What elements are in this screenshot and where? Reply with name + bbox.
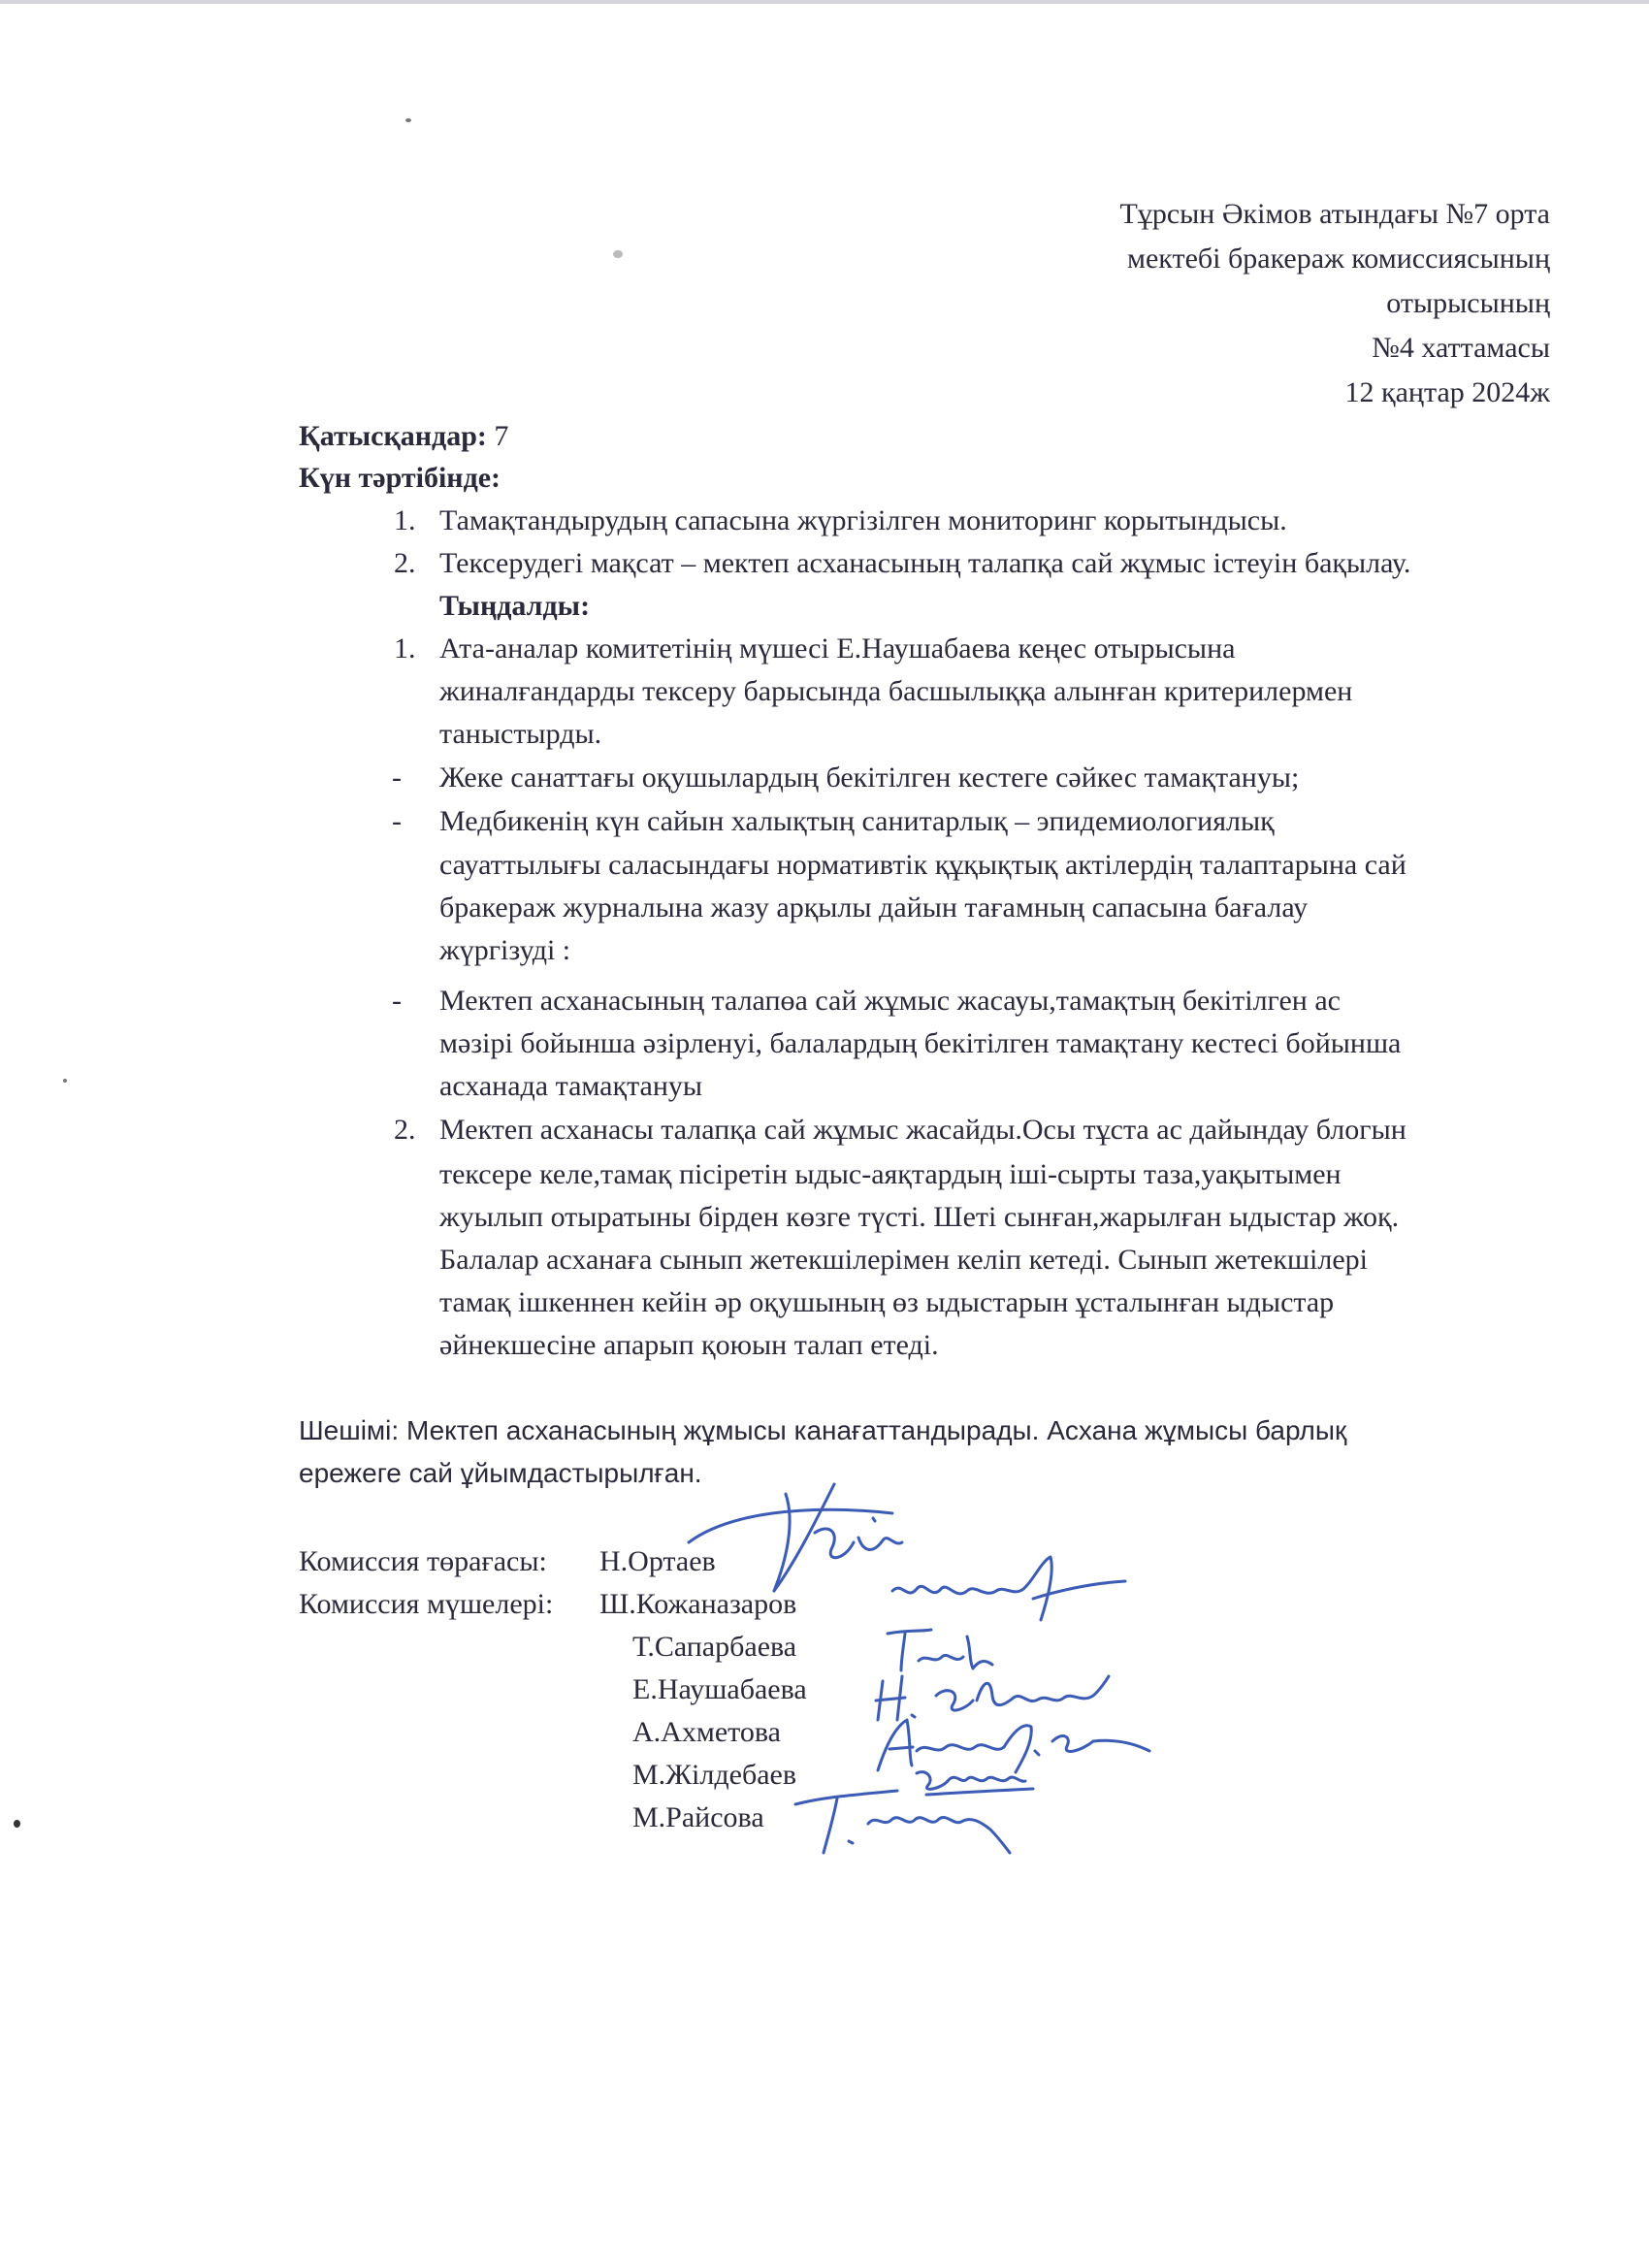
scan-speck	[63, 1079, 67, 1083]
header-date: 12 қаңтар 2024ж	[1344, 376, 1550, 408]
participants-line	[299, 415, 508, 458]
heard-item-number: 1.	[394, 632, 416, 664]
scan-speck	[405, 118, 411, 122]
members-label: Комиссия мүшелері:	[299, 1588, 554, 1620]
heard-item-line: тамақ ішкеннен кейін әр оқушының өз ыдыстарын ұсталынған ыдыстар	[439, 1286, 1335, 1318]
heard-item-line: жуылып отыратыны бірден көзге түсті. Шеті сынған,жарылған ыдыстар жоқ.	[439, 1201, 1400, 1233]
scan-speck	[14, 1820, 20, 1828]
bullet-line: сауаттылығы саласындағы нормативтік құқықтық актілердің талаптарына сай	[439, 849, 1406, 881]
agenda-label: Күн тәртібінде:	[299, 462, 501, 494]
member-name: М.Райсова	[632, 1801, 764, 1833]
heard-item-line: Мектеп асханасы талапқа сай жұмыс жасайды.Осы тұста ас дайындау блогын	[439, 1114, 1406, 1146]
member-name: А.Ахметова	[632, 1716, 781, 1748]
heard-item-line: жиналғандарды тексеру барысында басшылыққа алынған критерилермен	[439, 675, 1353, 707]
member-name: М.Жілдебаев	[632, 1759, 796, 1791]
heard-item-line: тексере келе,тамақ пісіретін ыдыс-аяқтардың іші-сырты таза,уақытымен	[439, 1158, 1342, 1190]
bullet-line: Жеке санаттағы оқушылардың бекітілген кестеге сәйкес тамақтануы;	[439, 761, 1300, 794]
bullet-line: бракераж журналына жазу арқылы дайын тағамның сапасына бағалау	[439, 891, 1309, 923]
document-header	[871, 192, 1550, 415]
heard-label: Тыңдалды:	[439, 590, 591, 622]
member-name: Т.Сапарбаева	[632, 1631, 797, 1663]
agenda-item: Тамақтандырудың сапасына жүргізілген мониторинг корытындысы.	[439, 504, 1287, 536]
bullet-line: Мектеп асханасының талапөа сай жұмыс жасауы,тамақтың бекітілген ас	[439, 985, 1341, 1017]
header-line: №4 хаттамасы	[1372, 332, 1550, 364]
header-line: мектебі бракераж комиссиясының	[1126, 243, 1550, 275]
bullet-dash: -	[392, 761, 402, 794]
agenda-item: Тексерудегі мақсат – мектеп асханасының талапқа сай жұмыс істеуін бақылау.	[439, 547, 1411, 579]
heard-item-line: әйнекшесіне апарып қоюын талап етеді.	[439, 1329, 939, 1361]
scan-edge	[0, 0, 1649, 4]
heard-item-line: Балалар асханаға сынып жетекшілерімен келіп кетеді. Сынып жетекшілері	[439, 1244, 1368, 1276]
participants-value: 7	[494, 420, 509, 452]
heard-item-number: 2.	[394, 1114, 416, 1146]
bullet-line: Медбикенің күн сайын халықтың санитарлық – эпидемиологиялық	[439, 805, 1275, 837]
agenda-item-number: 2.	[394, 547, 416, 579]
bullet-line: жүргізуді :	[439, 934, 571, 966]
heard-item-line: Ата-аналар комитетінің мүшесі Е.Наушабаева кеңес отырысына	[439, 632, 1236, 664]
agenda-item-number: 1.	[394, 504, 416, 536]
member-name: Е.Наушабаева	[632, 1673, 807, 1705]
member-name: Ш.Кожаназаров	[599, 1588, 797, 1620]
participants-label: Қатысқандар:	[299, 420, 487, 452]
scan-speck	[613, 250, 623, 258]
decision-line: ережеге сай ұйымдастырылған.	[299, 1458, 702, 1488]
chair-label: Комиссия төрағасы:	[299, 1545, 547, 1577]
header-line: Тұрсын Әкімов атындағы №7 орта	[1119, 198, 1550, 230]
decision-line: Шешімі: Мектеп асханасының жұмысы канағаттандырады. Асхана жұмысы барлық	[299, 1415, 1347, 1445]
heard-item-line: таныстырды.	[439, 718, 602, 750]
member-signature-6	[791, 1785, 1023, 1863]
bullet-line: асханада тамақтануы	[439, 1070, 703, 1102]
header-line: отырысының	[1386, 287, 1550, 319]
bullet-dash: -	[392, 805, 402, 837]
bullet-dash: -	[392, 985, 402, 1017]
chair-name: Н.Ортаев	[599, 1545, 716, 1577]
bullet-line: мәзірі бойынша әзірленуі, балалардың бекітілген тамақтану кестесі бойынша	[439, 1027, 1402, 1059]
